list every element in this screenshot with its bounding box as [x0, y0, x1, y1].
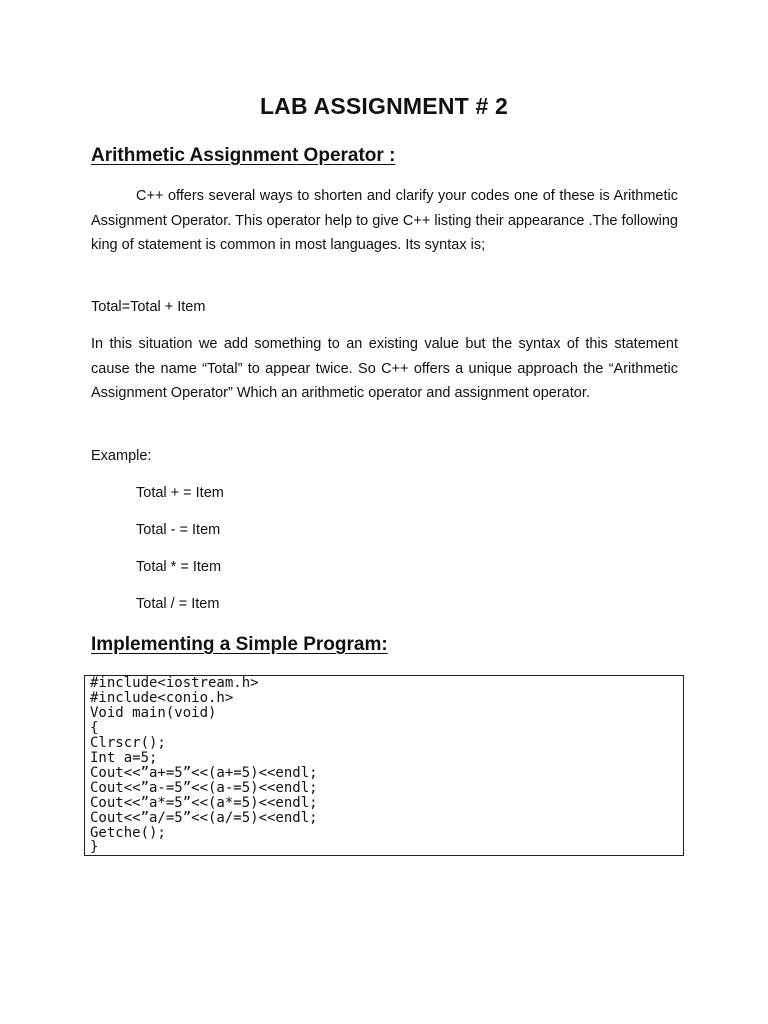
- code-line: }: [90, 839, 99, 856]
- code-line: Cout<<”a-=5”<<(a-=5)<<endl;: [90, 779, 318, 796]
- explanation-paragraph: In this situation we add something to an existing value but the syntax of this statement cause the name “Total” to appear twice. So C++ offers a unique approach the “Arithmetic Assignment Operator” Which an arithmetic operator and assignment operator.: [91, 336, 678, 402]
- section-heading-arithmetic-assignment: Arithmetic Assignment Operator :: [91, 145, 396, 166]
- code-line: Int a=5;: [90, 749, 158, 766]
- example-item: Total - = Item: [136, 522, 221, 538]
- code-line: #include<conio.h>: [90, 689, 234, 706]
- code-line: Cout<<”a*=5”<<(a*=5)<<endl;: [90, 794, 318, 811]
- code-line: Cout<<”a+=5”<<(a+=5)<<endl;: [90, 764, 318, 781]
- syntax-formula: Total=Total + Item: [91, 299, 206, 315]
- code-line: Clrscr();: [90, 734, 166, 751]
- example-label: Example:: [91, 448, 152, 464]
- example-item: Total * = Item: [136, 559, 222, 575]
- example-item: Total + = Item: [136, 485, 224, 501]
- example-item: Total / = Item: [136, 596, 220, 612]
- section-heading-simple-program: Implementing a Simple Program:: [91, 634, 388, 655]
- intro-paragraph: C++ offers several ways to shorten and clarify your codes one of these is Arithmetic Assignment Operator. This operator help to give C++ listing their appearance .The following king of statement is common in most languages. Its syntax is;: [91, 188, 678, 254]
- code-line: #include<iostream.h>: [90, 675, 259, 691]
- code-line: Cout<<”a/=5”<<(a/=5)<<endl;: [90, 809, 318, 826]
- code-line: {: [90, 719, 99, 736]
- code-line: Getche();: [90, 824, 166, 841]
- code-block: [84, 675, 684, 856]
- page-title: LAB ASSIGNMENT # 2: [259, 93, 509, 119]
- code-line: Void main(void): [90, 704, 217, 721]
